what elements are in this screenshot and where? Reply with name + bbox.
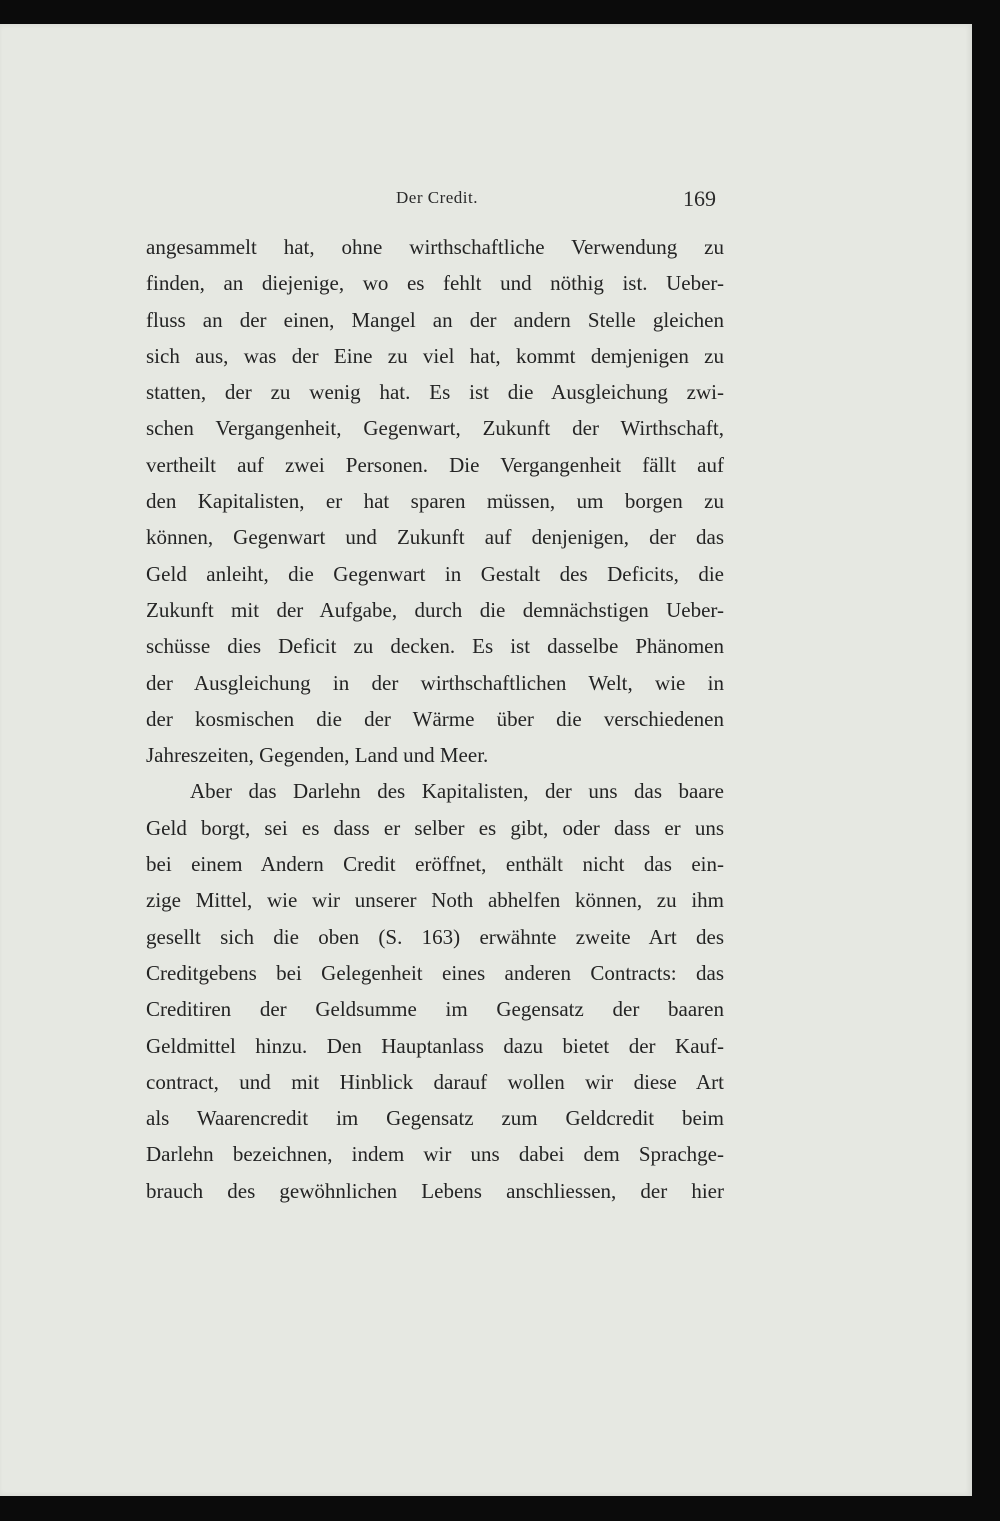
text-line: finden, an diejenige, wo es fehlt und nöthig ist. Ueber- bbox=[146, 271, 724, 296]
text-line: Creditiren der Geldsumme im Gegensatz der baaren bbox=[146, 997, 724, 1022]
text-line: der Ausgleichung in der wirthschaftlichen Welt, wie in bbox=[146, 670, 724, 695]
running-head-title: Der Credit. bbox=[396, 188, 478, 207]
page-number: 169 bbox=[683, 186, 716, 211]
text-line: schüsse dies Deficit zu decken. Es ist dasselbe Phänomen bbox=[146, 634, 724, 659]
text-line: statten, der zu wenig hat. Es ist die Ausgleichung zwi- bbox=[146, 380, 724, 405]
book-page bbox=[0, 24, 972, 1496]
text-line: brauch des gewöhnlichen Lebens anschliessen, der hier bbox=[146, 1178, 724, 1203]
paragraph bbox=[146, 229, 724, 773]
text-line: Zukunft mit der Aufgabe, durch die demnächstigen Ueber- bbox=[146, 597, 724, 622]
paragraph bbox=[146, 773, 724, 1209]
text-line: gesellt sich die oben (S. 163) erwähnte zweite Art des bbox=[146, 924, 724, 949]
text-line: Aber das Darlehn des Kapitalisten, der uns das baare bbox=[190, 779, 724, 804]
text-line: contract, und mit Hinblick darauf wollen wir diese Art bbox=[146, 1069, 724, 1094]
text-line: vertheilt auf zwei Personen. Die Vergangenheit fällt auf bbox=[146, 452, 724, 477]
text-line: der kosmischen die der Wärme über die verschiedenen bbox=[146, 706, 724, 731]
text-line: schen Vergangenheit, Gegenwart, Zukunft der Wirthschaft, bbox=[146, 416, 724, 441]
text-line: fluss an der einen, Mangel an der andern Stelle gleichen bbox=[146, 307, 724, 332]
text-line: Darlehn bezeichnen, indem wir uns dabei dem Sprachge- bbox=[146, 1142, 724, 1167]
text-line: Geldmittel hinzu. Den Hauptanlass dazu bietet der Kauf- bbox=[146, 1033, 724, 1058]
text-line: sich aus, was der Eine zu viel hat, kommt demjenigen zu bbox=[146, 343, 724, 368]
text-line: den Kapitalisten, er hat sparen müssen, um borgen zu bbox=[146, 489, 724, 514]
running-head bbox=[0, 186, 972, 216]
text-line: bei einem Andern Credit eröffnet, enthält nicht das ein- bbox=[146, 852, 724, 877]
body-text bbox=[146, 229, 724, 1209]
text-line: angesammelt hat, ohne wirthschaftliche Verwendung zu bbox=[146, 235, 724, 259]
text-line: Jahreszeiten, Gegenden, Land und Meer. bbox=[146, 743, 489, 768]
text-line: Geld anleiht, die Gegenwart in Gestalt des Deficits, die bbox=[146, 561, 724, 586]
text-line: können, Gegenwart und Zukunft auf denjenigen, der das bbox=[146, 525, 724, 550]
text-line: zige Mittel, wie wir unserer Noth abhelfen können, zu ihm bbox=[146, 888, 724, 913]
text-line: Creditgebens bei Gelegenheit eines anderen Contracts: das bbox=[146, 960, 724, 985]
text-line: als Waarencredit im Gegensatz zum Geldcredit beim bbox=[146, 1106, 724, 1131]
text-line: Geld borgt, sei es dass er selber es gibt, oder dass er uns bbox=[146, 815, 724, 840]
